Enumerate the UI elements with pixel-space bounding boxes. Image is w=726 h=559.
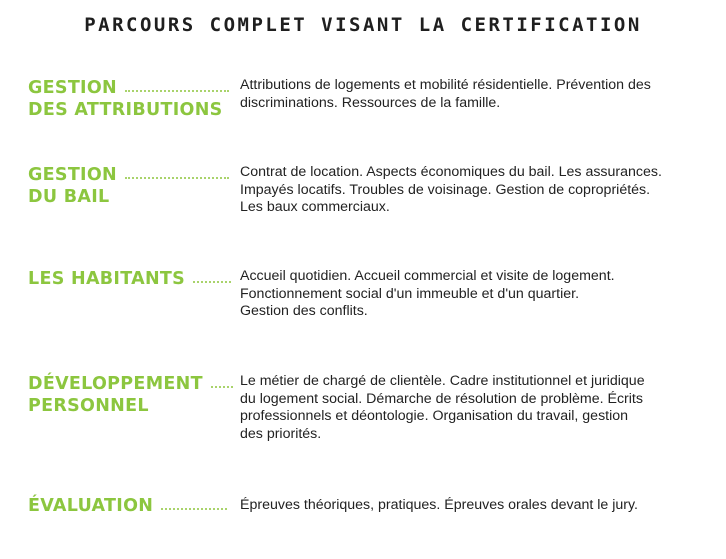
description-line: Accueil quotidien. Accueil commercial et visite de logement. (240, 268, 615, 284)
section-description (240, 268, 710, 321)
section-label-line: GESTION (28, 165, 117, 185)
section-label-line: ÉVALUATION (28, 496, 154, 516)
section-description (240, 497, 710, 515)
description-line: Impayés locatifs. Troubles de voisinage. Gestion de copropriétés. (240, 181, 651, 198)
section-label-line: DU BAIL (28, 187, 110, 207)
section-label-line: GESTION (28, 78, 117, 98)
description-line: des priorités. (240, 425, 322, 442)
section-label (28, 164, 229, 208)
dotted-leader (211, 386, 233, 388)
description-line: Épreuves théoriques, pratiques. Épreuves orales devant le jury. (240, 497, 638, 513)
dotted-leader (161, 508, 227, 510)
description-line: Gestion des conflits. (240, 303, 368, 320)
section-label-line: DÉVELOPPEMENT (28, 374, 203, 394)
description-line: discriminations. Ressources de la famille. (240, 94, 501, 111)
dotted-leader (125, 177, 229, 179)
description-line: Attributions de logements et mobilité résidentielle. Prévention des (240, 77, 651, 93)
description-line: du logement social. Démarche de résolution de problème. Écrits (240, 390, 643, 407)
dotted-leader (193, 281, 231, 283)
section-description (240, 164, 710, 217)
section-label (28, 268, 231, 290)
section-label (28, 373, 233, 417)
section-label-line: LES HABITANTS (28, 269, 186, 289)
description-line: Les baux commerciaux. (240, 199, 390, 216)
section-label-line: DES ATTRIBUTIONS (28, 100, 223, 120)
section-label (28, 495, 227, 517)
section-description (240, 77, 710, 112)
description-line: Contrat de location. Aspects économiques du bail. Les assurances. (240, 164, 662, 180)
description-line: Fonctionnement social d'un immeuble et d'un quartier. (240, 285, 580, 302)
description-line: Le métier de chargé de clientèle. Cadre institutionnel et juridique (240, 373, 645, 389)
page-title: PARCOURS COMPLET VISANT LA CERTIFICATION (84, 14, 642, 36)
dotted-leader (125, 90, 229, 92)
section-description (240, 373, 710, 443)
description-line: professionnels et déontologie. Organisation du travail, gestion (240, 408, 629, 425)
section-label (28, 77, 229, 121)
section-label-line: PERSONNEL (28, 396, 149, 416)
